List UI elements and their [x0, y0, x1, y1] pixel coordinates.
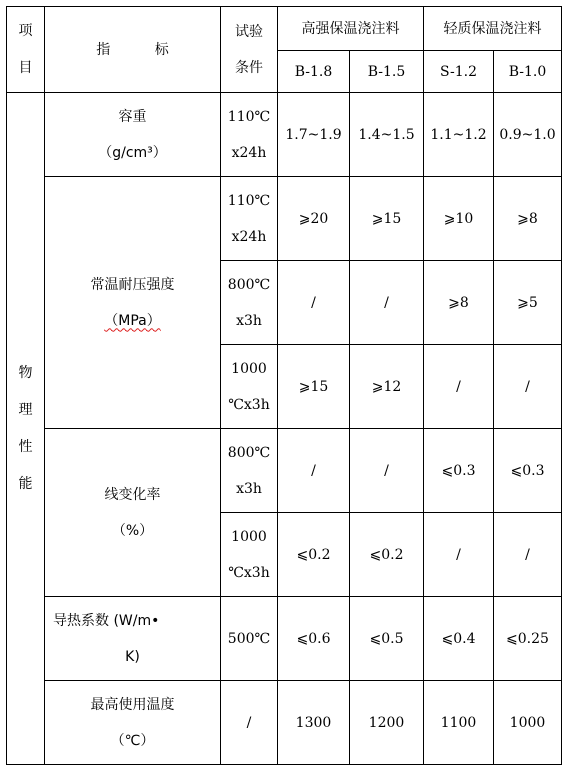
value-cell: /: [278, 261, 350, 345]
indicator-unit: （g/cm³）: [98, 144, 167, 161]
condition-line: 1000: [231, 360, 267, 377]
value-cell: ⩽0.2: [278, 513, 350, 597]
header-group-high: 高强保温浇注料: [278, 7, 424, 51]
indicator-compressive-strength: [45, 177, 221, 429]
condition-line: ℃x3h: [228, 396, 270, 413]
indicator-bulk-density: [45, 93, 221, 177]
value-cell: ⩾10: [424, 177, 494, 261]
header-item-line2: 目: [18, 59, 33, 76]
indicator-max-service-temp: [45, 681, 221, 765]
category-char: 能: [18, 475, 33, 492]
condition-cell: [221, 261, 278, 345]
condition-line: x24h: [231, 144, 267, 161]
condition-line: 800℃: [227, 276, 271, 293]
condition-line: x3h: [236, 480, 262, 497]
condition-cell: [221, 93, 278, 177]
value-cell: ⩾12: [350, 345, 424, 429]
condition-line: ℃x3h: [228, 564, 270, 581]
header-item-line1: 项: [18, 22, 33, 39]
value-cell: 1.1~1.2: [424, 93, 494, 177]
header-condition: [221, 7, 278, 93]
grade-cell: B-1.8: [278, 51, 350, 93]
value-cell: ⩾5: [494, 261, 562, 345]
category-char: 理: [18, 401, 33, 418]
header-condition-line2: 条件: [235, 59, 263, 76]
value-cell: ⩽0.6: [278, 597, 350, 681]
header-condition-line1: 试验: [235, 23, 263, 40]
condition-cell: [221, 513, 278, 597]
value-cell: /: [350, 429, 424, 513]
value-cell: 0.9~1.0: [494, 93, 562, 177]
category-cell: [7, 93, 45, 765]
value-cell: /: [494, 513, 562, 597]
indicator-name: 常温耐压强度: [90, 276, 175, 293]
category-char: 物: [18, 364, 33, 381]
value-cell: 1100: [424, 681, 494, 765]
indicator-name: 线变化率: [104, 486, 161, 503]
value-cell: ⩾8: [424, 261, 494, 345]
indicator-name: 容重: [118, 108, 147, 125]
value-cell: ⩾8: [494, 177, 562, 261]
value-cell: /: [278, 429, 350, 513]
indicator-unit: （%）: [111, 522, 154, 539]
indicator-name: 导热系数 (W/m•: [53, 612, 160, 629]
indicator-unit: K): [125, 648, 140, 665]
grade-cell: S-1.2: [424, 51, 494, 93]
condition-cell: [221, 429, 278, 513]
grade-cell: B-1.0: [494, 51, 562, 93]
condition-line: 110℃: [227, 108, 271, 125]
condition-line: 110℃: [227, 192, 271, 209]
header-indicator: 指 标: [45, 7, 221, 93]
header-group-light: 轻质保温浇注料: [424, 7, 562, 51]
condition-line: 500℃: [227, 630, 271, 647]
value-cell: 1000: [494, 681, 562, 765]
indicator-unit-text: （MPa）: [104, 312, 161, 329]
value-cell: ⩾15: [278, 345, 350, 429]
condition-cell: [221, 177, 278, 261]
value-cell: ⩽0.4: [424, 597, 494, 681]
value-cell: ⩽0.2: [350, 513, 424, 597]
indicator-unit: （℃）: [110, 732, 155, 749]
condition-line: x24h: [231, 228, 267, 245]
condition-cell: [221, 681, 278, 765]
condition-cell: [221, 597, 278, 681]
value-cell: /: [424, 513, 494, 597]
value-cell: ⩾15: [350, 177, 424, 261]
condition-line: /: [246, 714, 252, 731]
value-cell: /: [350, 261, 424, 345]
value-cell: /: [424, 345, 494, 429]
indicator-name: 最高使用温度: [90, 696, 175, 713]
indicator-unit: [45, 303, 220, 339]
value-cell: /: [494, 345, 562, 429]
value-cell: ⩽0.25: [494, 597, 562, 681]
header-item: [7, 7, 45, 93]
grade-cell: B-1.5: [350, 51, 424, 93]
value-cell: ⩽0.3: [494, 429, 562, 513]
value-cell: ⩾20: [278, 177, 350, 261]
value-cell: 1.4~1.5: [350, 93, 424, 177]
indicator-thermal-conductivity: [45, 597, 221, 681]
value-cell: 1200: [350, 681, 424, 765]
value-cell: 1.7~1.9: [278, 93, 350, 177]
condition-line: x3h: [236, 312, 262, 329]
condition-line: 1000: [231, 528, 267, 545]
value-cell: 1300: [278, 681, 350, 765]
indicator-linear-change: [45, 429, 221, 597]
condition-cell: [221, 345, 278, 429]
value-cell: ⩽0.5: [350, 597, 424, 681]
category-char: 性: [18, 438, 33, 455]
spec-table: [6, 6, 562, 765]
value-cell: ⩽0.3: [424, 429, 494, 513]
condition-line: 800℃: [227, 444, 271, 461]
